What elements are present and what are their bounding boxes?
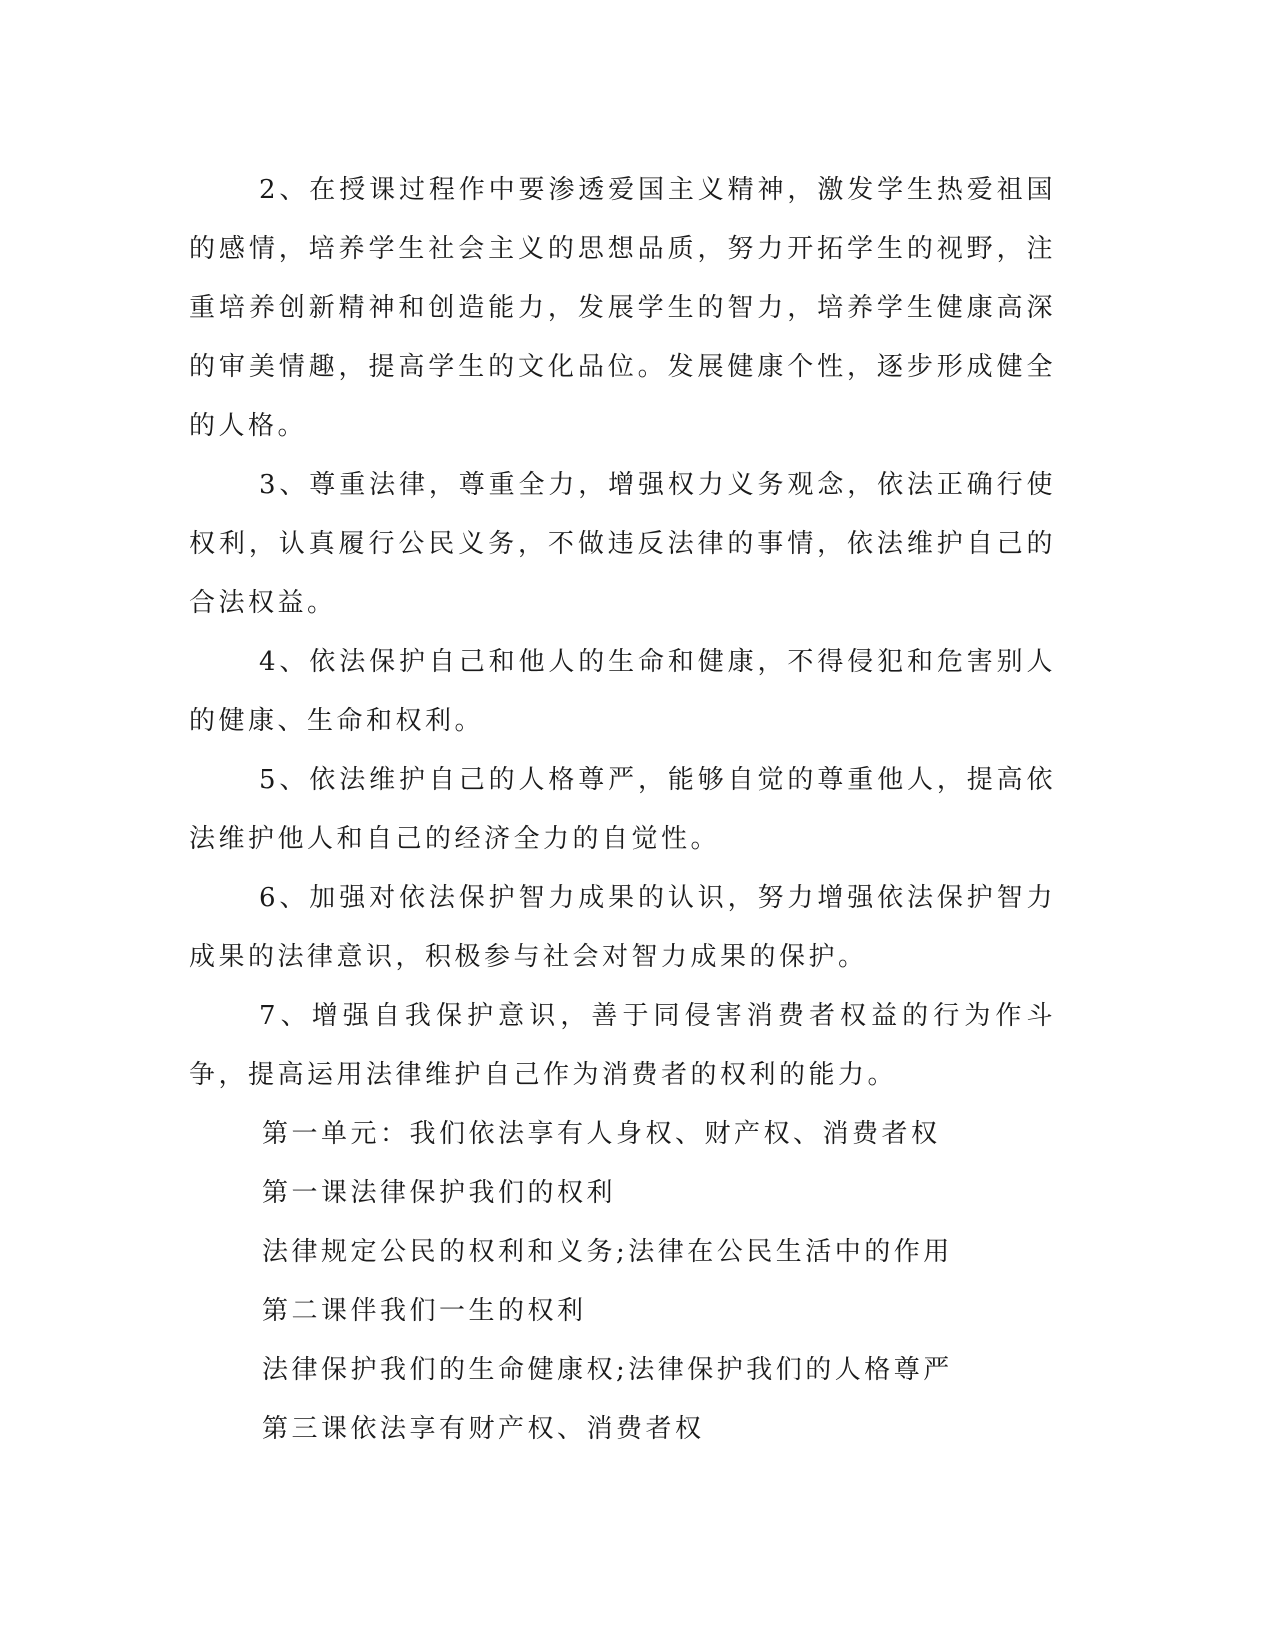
paragraph-objective-3: 3、尊重法律，尊重全力，增强权力义务观念，依法正确行使权利，认真履行公民义务，不做违反法律的事情，依法维护自己的合法权益。	[189, 470, 1056, 618]
lesson-3-title: 第三课依法享有财产权、消费者权	[262, 1414, 705, 1444]
unit-heading: 第一单元：我们依法享有人身权、财产权、消费者权	[262, 1119, 941, 1149]
lesson-2-title: 第二课伴我们一生的权利	[262, 1296, 587, 1326]
paragraph-objective-7: 7、增强自我保护意识，善于同侵害消费者权益的行为作斗争，提高运用法律维护自己作为消费者的权利的能力。	[189, 1001, 1056, 1090]
document-body	[189, 161, 1056, 1459]
lesson-2-topics: 法律保护我们的生命健康权;法律保护我们的人格尊严	[262, 1355, 953, 1385]
lesson-1-title: 第一课法律保护我们的权利	[262, 1178, 617, 1208]
lesson-1-topics: 法律规定公民的权利和义务;法律在公民生活中的作用	[262, 1237, 953, 1267]
paragraph-objective-5: 5、依法维护自己的人格尊严，能够自觉的尊重他人，提高依法维护他人和自己的经济全力的自觉性。	[189, 765, 1056, 854]
paragraph-objective-2: 2、在授课过程作中要渗透爱国主义精神，激发学生热爱祖国的感情，培养学生社会主义的思想品质，努力开拓学生的视野，注重培养创新精神和创造能力，发展学生的智力，培养学生健康高深的审美情趣，提高学生的文化品位。发展健康个性，逐步形成健全的人格。	[189, 175, 1056, 441]
paragraph-objective-6: 6、加强对依法保护智力成果的认识，努力增强依法保护智力成果的法律意识，积极参与社会对智力成果的保护。	[189, 883, 1056, 972]
paragraph-objective-4: 4、依法保护自己和他人的生命和健康，不得侵犯和危害别人的健康、生命和权利。	[189, 647, 1056, 736]
